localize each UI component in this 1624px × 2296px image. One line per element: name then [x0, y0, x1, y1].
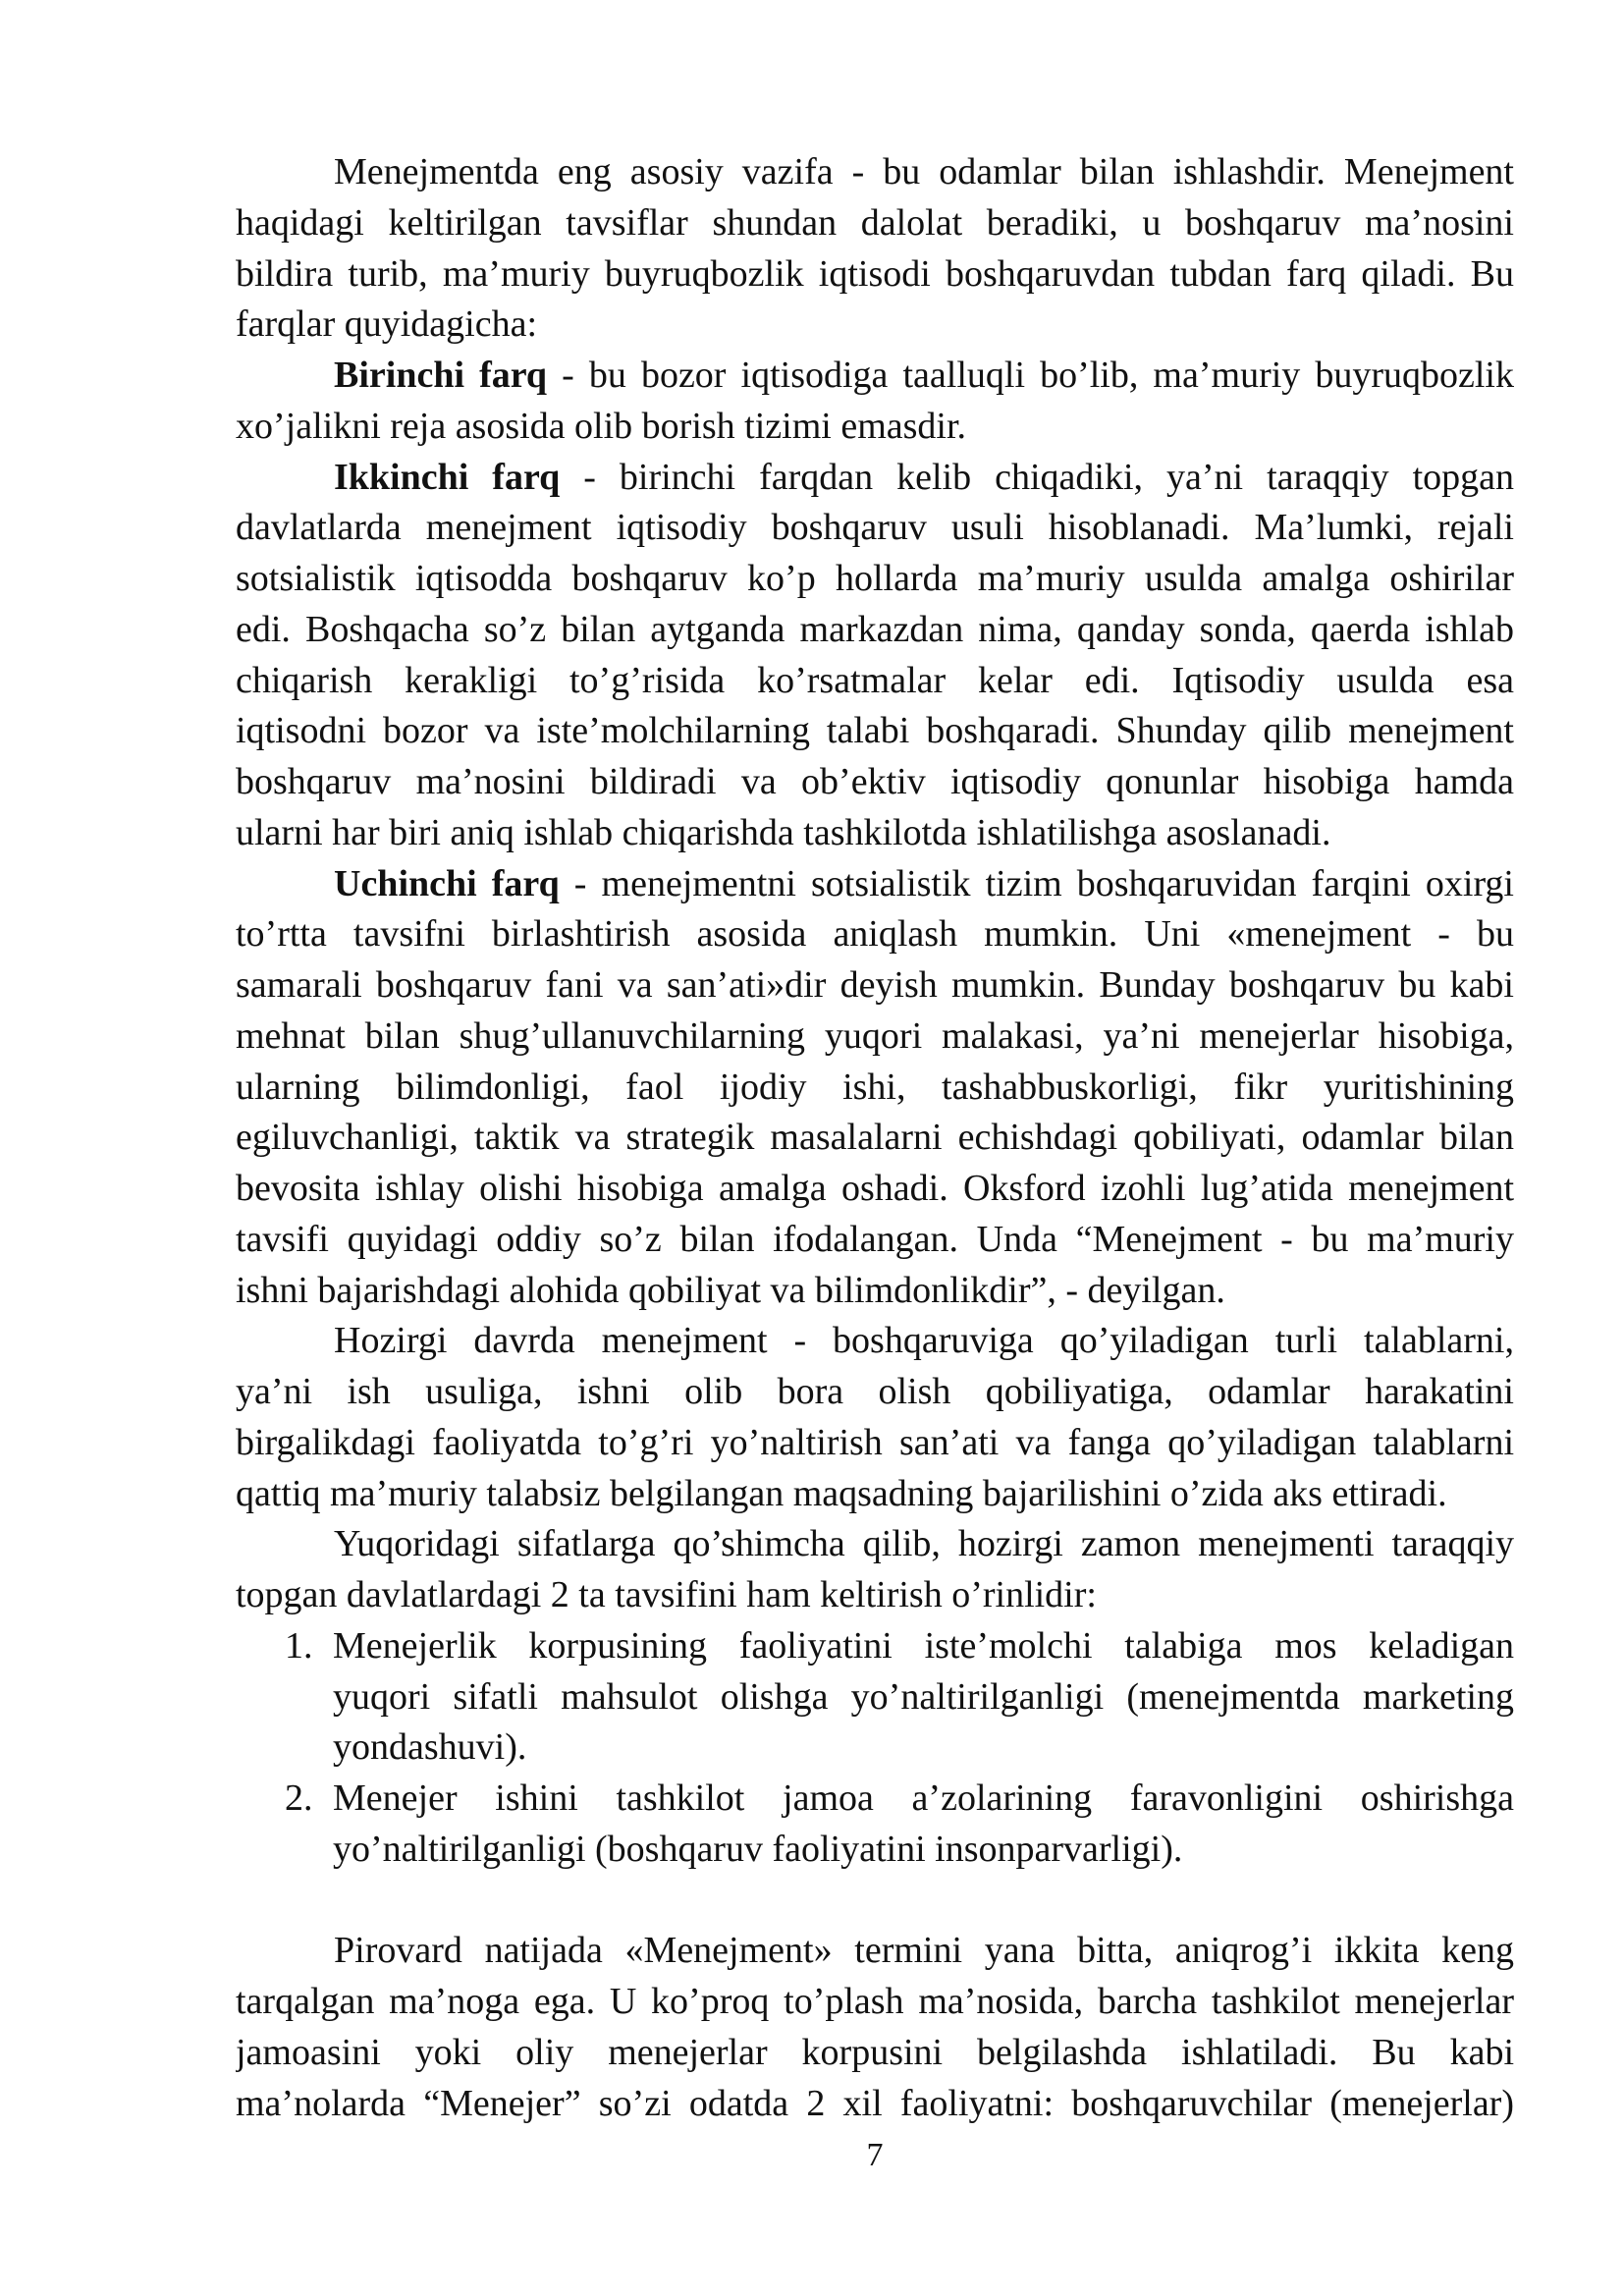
- paragraph-line: bevosita ishlay olishi hisobiga amalga oshadi. Oksford izohli lug’atida menejment: [236, 1168, 1514, 1209]
- paragraph: [236, 1519, 1514, 1621]
- list-number: 1.: [285, 1624, 313, 1667]
- paragraph-line: ya’ni ish usuliga, ishni olib bora olish qobiliyatiga, odamlar harakatini: [236, 1371, 1514, 1412]
- blank-line: [236, 1876, 1514, 1927]
- paragraph-line: bildira turib, ma’muriy buyruqbozlik iqtisodi boshqaruvdan tubdan farq qiladi. Bu: [236, 252, 1514, 295]
- page-body: [236, 147, 1514, 2129]
- list-item-line: yondashuvi).: [333, 1726, 527, 1769]
- list-item-line: yo’naltirilganligi (boshqaruv faoliyatini insonparvarligi).: [333, 1828, 1183, 1870]
- paragraph-line: chiqarish kerakligi to’g’risida ko’rsatmalar kelar edi. Iqtisodiy usulda esa: [236, 659, 1514, 701]
- page-number: 7: [866, 2137, 884, 2173]
- paragraph-line: ularning bilimdonligi, faol ijodiy ishi, tashabbuskorligi, fikr yuritishining: [236, 1066, 1514, 1108]
- paragraph-line: ularni har biri aniq ishlab chiqarishda tashkilotda ishlatilishga asoslanadi.: [236, 811, 1331, 853]
- list-item-line: Menejer ishini tashkilot jamoa a’zolarining faravonligini oshirishga: [333, 1777, 1514, 1819]
- paragraph: [236, 351, 1514, 453]
- paragraph: [236, 859, 1514, 1317]
- paragraph: [236, 1316, 1514, 1519]
- paragraph-line-text: - birinchi farqdan kelib chiqadiki, ya’ni taraqqiy topgan: [583, 456, 1514, 498]
- paragraph-line: edi. Boshqacha so’z bilan aytganda markazdan nima, qanday sonda, qaerda ishlab: [236, 608, 1514, 650]
- paragraph: [236, 453, 1514, 859]
- paragraph-line: topgan davlatlardagi 2 ta tavsifini ham keltirish o’rinlidir:: [236, 1574, 1097, 1615]
- list-item: [236, 1621, 1514, 1774]
- bold-term: Uchinchi farq: [334, 862, 560, 904]
- paragraph-line: iqtisodni bozor va iste’molchilarning talabi boshqaradi. Shunday qilib menejment: [236, 710, 1514, 752]
- list-item-line: Menejerlik korpusining faoliyatini iste’molchi talabiga mos keladigan: [333, 1624, 1514, 1667]
- paragraph-line: haqidagi keltirilgan tavsiflar shundan dalolat beradiki, u boshqaruv ma’nosini: [236, 201, 1514, 244]
- paragraph-line: to’rtta tavsifni birlashtirish asosida aniqlash mumkin. Uni «menejment - bu: [236, 913, 1514, 956]
- paragraph-line: samarali boshqaruv fani va san’ati»dir deyish mumkin. Bunday boshqaruv bu kabi: [236, 964, 1514, 1006]
- paragraph-line: jamoasini yoki oliy menejerlar korpusini belgilashda ishlatiladi. Bu kabi: [236, 2031, 1514, 2073]
- bold-term: Ikkinchi farq: [334, 456, 561, 498]
- paragraph-line: tavsifi quyidagi oddiy so’z bilan ifodalangan. Unda “Menejment - bu ma’muriy: [236, 1218, 1514, 1260]
- paragraph-line: sotsialistik iqtisodda boshqaruv ko’p hollarda ma’muriy usulda amalga oshirilar: [236, 558, 1514, 599]
- paragraph-line: Pirovard natijada «Menejment» termini yana bitta, aniqrog’i ikkita keng: [334, 1930, 1514, 1972]
- list-number: 2.: [285, 1777, 313, 1819]
- paragraph-line: [236, 859, 1514, 910]
- paragraph-line: ma’nolarda “Menejer” so’zi odatda 2 xil faoliyatni: boshqaruvchilar (menejerlar): [236, 2082, 1514, 2124]
- bold-term: Birinchi farq: [334, 355, 548, 396]
- paragraph-line: [236, 351, 1514, 402]
- paragraph-line: Yuqoridagi sifatlarga qo’shimcha qilib, hozirgi zamon menejmenti taraqqiy: [334, 1523, 1514, 1565]
- paragraph: [236, 1926, 1514, 2129]
- paragraph-line: farqlar quyidagicha:: [236, 303, 538, 346]
- paragraph-line: tarqalgan ma’noga ega. U ko’proq to’plash ma’nosida, barcha tashkilot menejerlar: [236, 1981, 1514, 2022]
- paragraph-line-text: - bu bozor iqtisodiga taalluqli bo’lib, ma’muriy buyruqbozlik: [562, 355, 1514, 396]
- paragraph-line: Hozirgi davrda menejment - boshqaruviga qo’yiladigan turli talablarni,: [334, 1320, 1514, 1362]
- paragraph-line: [236, 453, 1514, 504]
- list-item-line: yuqori sifatli mahsulot olishga yo’naltirilganligi (menejmentda marketing: [333, 1675, 1514, 1718]
- paragraph-line: mehnat bilan shug’ullanuvchilarning yuqori malakasi, ya’ni menejerlar hisobiga,: [236, 1014, 1514, 1057]
- paragraph-line: Menejmentda eng asosiy vazifa - bu odamlar bilan ishlashdir. Menejment: [334, 151, 1514, 192]
- paragraph-line: boshqaruv ma’nosini bildiradi va ob’ektiv iqtisodiy qonunlar hisobiga hamda: [236, 761, 1514, 802]
- list-item: [236, 1774, 1514, 1876]
- paragraph: [236, 147, 1514, 351]
- paragraph-line: davlatlarda menejment iqtisodiy boshqaruv usuli hisoblanadi. Ma’lumki, rejali: [236, 507, 1514, 549]
- numbered-list: [236, 1621, 1514, 1876]
- paragraph-line: birgalikdagi faoliyatda to’g’ri yo’naltirish san’ati va fanga qo’yiladigan talablarni: [236, 1421, 1514, 1463]
- paragraph-line-text: - menejmentni sotsialistik tizim boshqaruvidan farqini oxirgi: [573, 862, 1514, 904]
- paragraph-line: ishni bajarishdagi alohida qobiliyat va bilimdonlikdir”, - deyilgan.: [236, 1269, 1225, 1311]
- paragraph-line: qattiq ma’muriy talabsiz belgilangan maqsadning bajarilishini o’zida aks ettiradi.: [236, 1472, 1447, 1514]
- paragraph-line: xo’jalikni reja asosida olib borish tizimi emasdir.: [236, 405, 967, 447]
- paragraph-line: egiluvchanligi, taktik va strategik masalalarni echishdagi qobiliyati, odamlar bilan: [236, 1117, 1514, 1159]
